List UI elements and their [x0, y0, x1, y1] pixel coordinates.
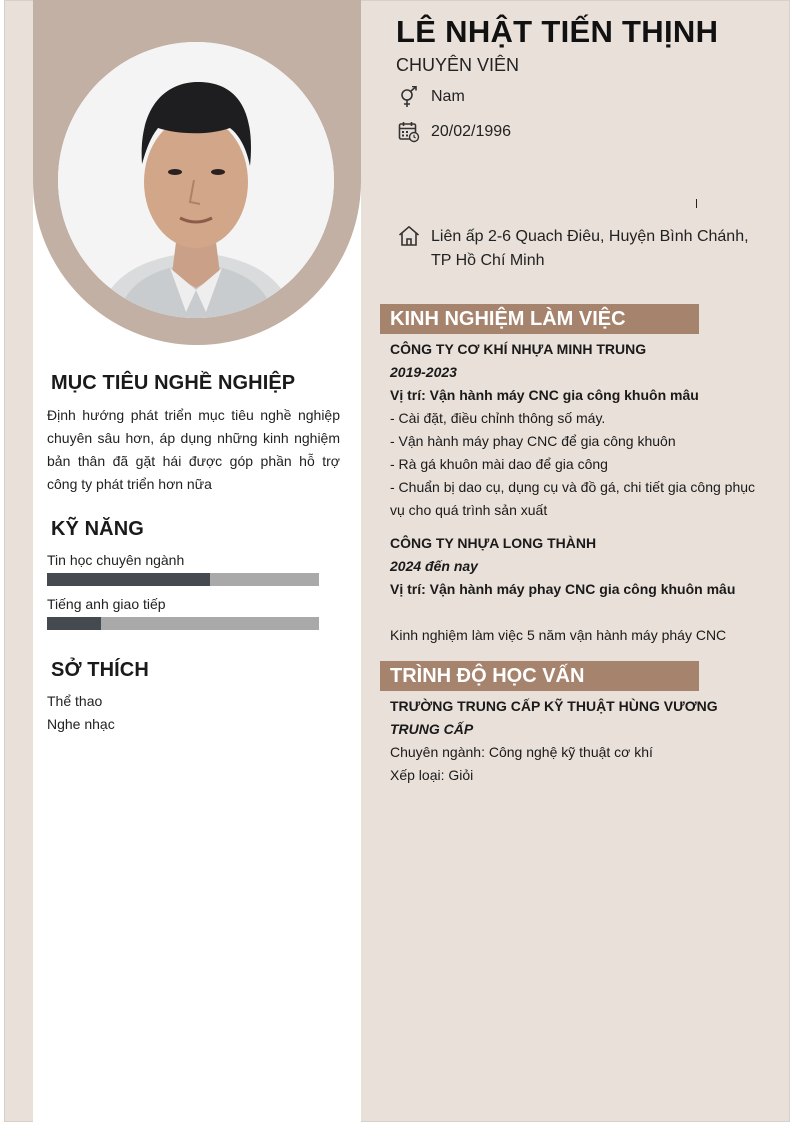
hobbies-title: SỞ THÍCH — [51, 659, 149, 681]
job-period: 2024 đến nay — [390, 558, 478, 574]
objective-title: MỤC TIÊU NGHỀ NGHIỆP — [51, 372, 296, 394]
experience-summary: Kinh nghiệm làm việc 5 năm vận hành máy pháy CNC — [390, 627, 727, 643]
candidate-name: LÊ NHẬT TIẾN THỊNH — [396, 14, 719, 49]
skill-bar-fill — [47, 573, 210, 586]
hobby-item: Nghe nhạc — [47, 716, 115, 732]
job-duty: - Vận hành máy phay CNC để gia công khuôn — [390, 433, 676, 449]
company-name: CÔNG TY NHỰA LONG THÀNH — [390, 535, 597, 551]
job-period: 2019-2023 — [390, 364, 457, 380]
job-position: Vị trí: Vận hành máy CNC gia công khuôn mâu — [390, 387, 699, 403]
school-name: TRƯỜNG TRUNG CẤP KỸ THUẬT HÙNG VƯƠNG — [390, 698, 718, 714]
birthdate-value: 20/02/1996 — [431, 123, 512, 140]
gender-icon — [398, 86, 420, 108]
education-major: Chuyên ngành: Công nghệ kỹ thuật cơ khí — [390, 744, 653, 760]
experience-title: KINH NGHIỆM LÀM VIỆC — [380, 304, 699, 334]
profile-photo — [58, 42, 334, 318]
gender-value: Nam — [431, 88, 465, 105]
photo-frame — [33, 0, 361, 345]
education-grade: Xếp loại: Giỏi — [390, 767, 474, 783]
skill-bar-fill — [47, 617, 101, 630]
text-cursor — [696, 199, 697, 208]
skill-bar — [47, 573, 319, 586]
education-level: TRUNG CẤP — [390, 721, 474, 737]
objective-text: Định hướng phát triển mục tiêu nghề nghiệp chuyên sâu hơn, áp dụng những kinh nghiệm bản thân đã gặt hái được góp phần hỗ trợ công ty phát triển hơn nữa — [47, 407, 340, 492]
job-duty: - Rà gá khuôn mài dao để gia công — [390, 456, 608, 472]
skill-bar — [47, 617, 319, 630]
home-icon — [398, 225, 420, 247]
candidate-role: CHUYÊN VIÊN — [396, 55, 520, 75]
company-name: CÔNG TY CƠ KHÍ NHỰA MINH TRUNG — [390, 341, 647, 357]
hobby-item: Thể thao — [47, 693, 103, 709]
job-position: Vị trí: Vận hành máy phay CNC gia công khuôn mâu — [390, 581, 736, 597]
skills-title: KỸ NĂNG — [51, 518, 144, 540]
job-duty: - Cài đặt, điều chỉnh thông số máy. — [390, 410, 606, 426]
calendar-icon — [398, 121, 420, 143]
skill-label: Tiếng anh giao tiếp — [47, 596, 166, 612]
address-value: Liên ấp 2-6 Quach Điêu, Huyện Bình Chánh, TP Hồ Chí Minh — [431, 228, 749, 269]
education-title: TRÌNH ĐỘ HỌC VẤN — [380, 661, 699, 691]
job-duty: - Chuẩn bị dao cụ, dụng cụ và đồ gá, chi tiết gia công phục vụ cho quá trình sản xuất — [390, 479, 756, 518]
skill-label: Tin học chuyên ngành — [47, 552, 185, 568]
